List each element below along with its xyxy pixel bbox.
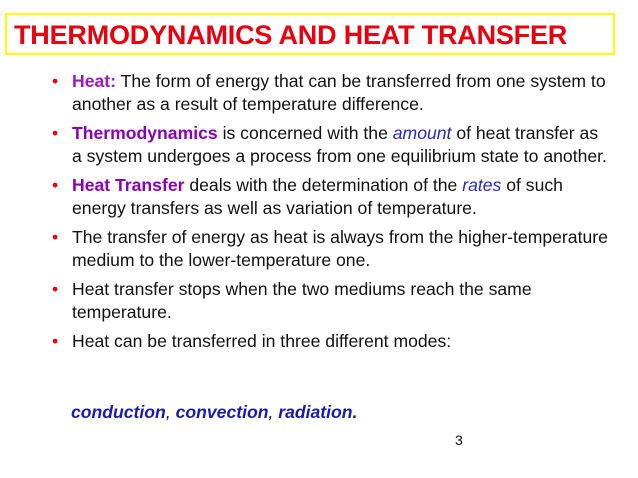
bullet-modes-intro [52,330,612,353]
bullet-list [52,70,612,359]
term-heat-transfer: Heat Transfer [72,175,185,195]
thermo-text-after: of heat transfer as a system undergoes a process from one equilibrium state to another. [72,123,607,166]
bullet-icon: • [52,279,59,299]
bullet-icon: • [52,123,59,143]
bullet-icon: • [52,71,59,91]
emph-rates: rates [462,175,502,195]
bullet-heat-transfer [52,174,612,220]
bullet-icon: • [52,331,59,351]
stops-text: Heat transfer stops when the two mediums reach the same temperature. [72,279,532,322]
mode-radiation: radiation. [278,402,358,422]
thermo-text-before: is concerned with the [217,123,393,143]
heat-definition: The form of energy that can be transferred from one system to another as a result of temperature difference. [72,71,606,114]
bullet-heat [52,70,612,116]
page-number: 3 [455,432,463,448]
mode-separator: , [165,402,176,422]
transfer-text-before: deals with the determination of the [184,175,463,195]
heat-transfer-modes [71,401,357,424]
bullet-icon: • [52,175,59,195]
bullet-stops [52,278,612,324]
mode-convection: convection [175,402,269,422]
bullet-thermodynamics [52,122,612,168]
term-heat: Heat: [72,71,116,91]
mode-conduction: conduction [71,402,166,422]
mode-separator: , [268,402,279,422]
modes-intro-text: Heat can be transferred in three different modes: [72,331,452,351]
direction-text: The transfer of energy as heat is always from the higher-temperature medium to the lower-temperature one. [72,227,608,270]
bullet-direction [52,226,612,272]
transfer-text-after: of such energy transfers as well as variation of temperature. [72,175,563,218]
emph-amount: amount [392,123,452,143]
term-thermodynamics: Thermodynamics [72,123,218,143]
bullet-icon: • [52,227,59,247]
slide-title: THERMODYNAMICS AND HEAT TRANSFER [14,20,568,50]
